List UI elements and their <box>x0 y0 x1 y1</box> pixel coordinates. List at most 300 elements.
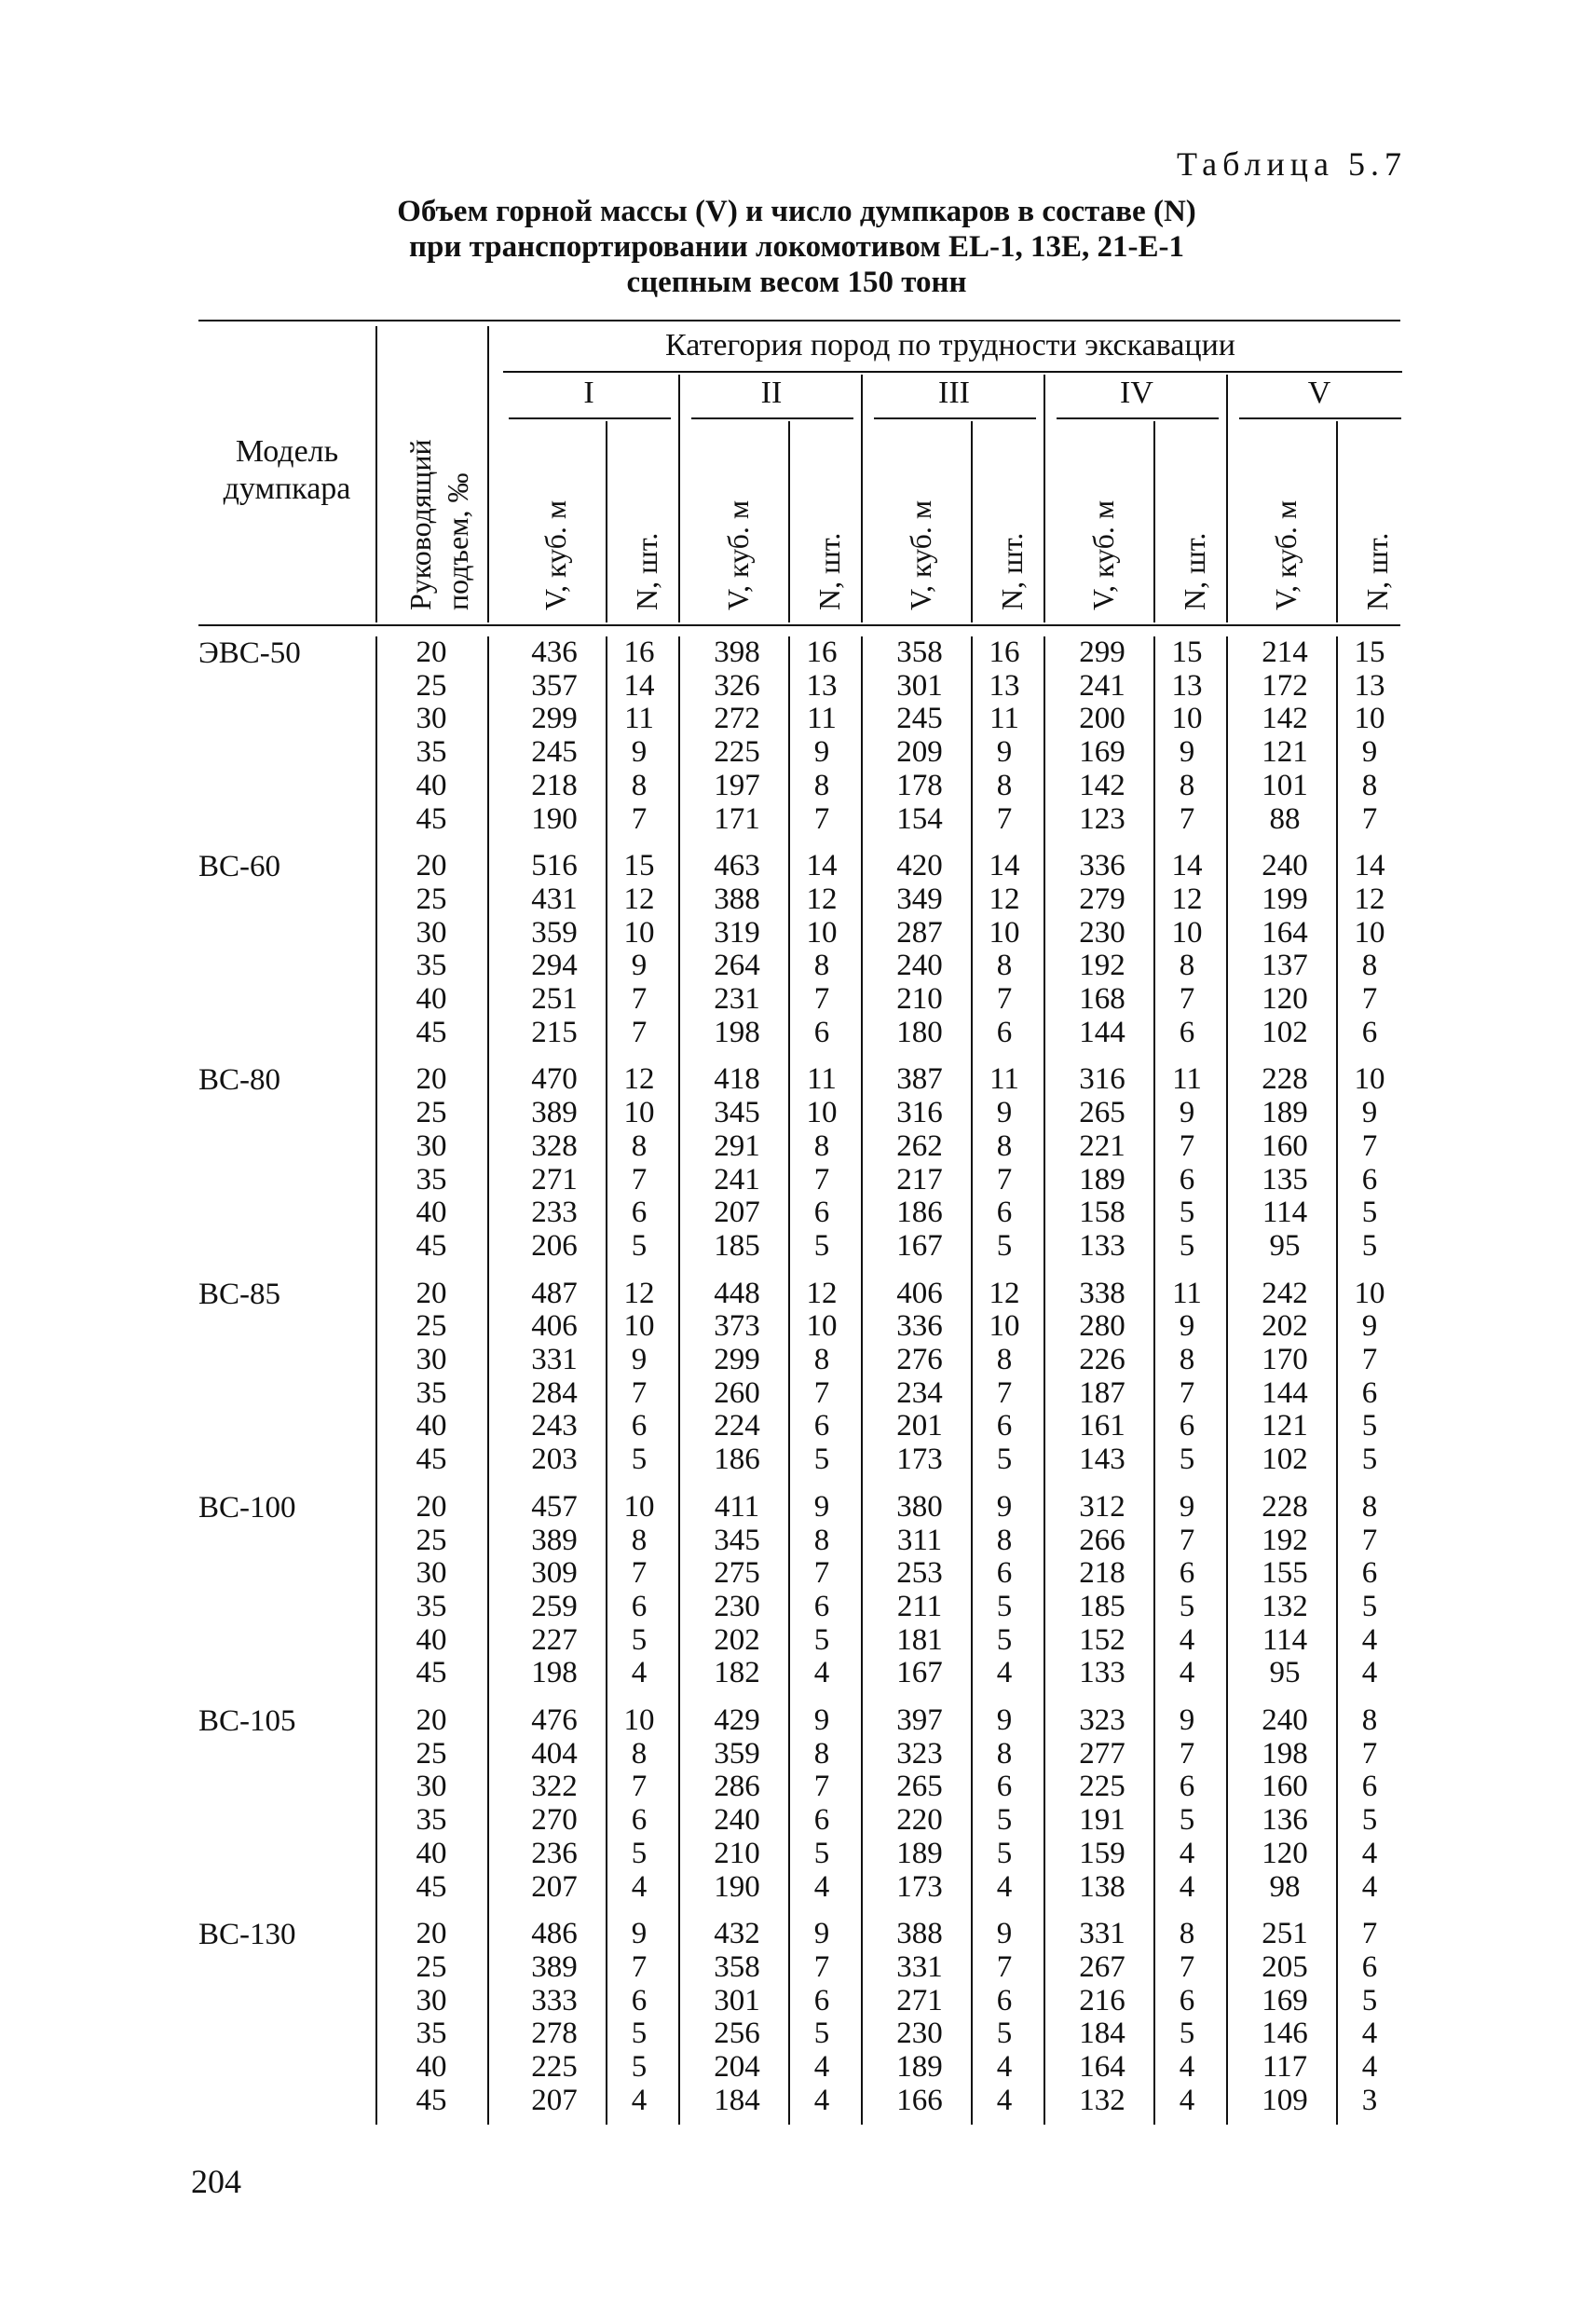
count-cell: 6 <box>996 1770 1013 1804</box>
volume-cell: 161 <box>1079 1409 1125 1443</box>
volume-cell: 210 <box>896 982 943 1016</box>
count-cell: 5 <box>996 1589 1013 1623</box>
volume-values <box>1051 636 1153 836</box>
count-values <box>1153 1278 1221 1477</box>
count-cell: 6 <box>1179 1770 1195 1804</box>
volume-cell: 142 <box>1262 702 1308 736</box>
count-values <box>788 1491 855 1690</box>
grade-value: 35 <box>416 2017 447 2051</box>
count-cell: 11 <box>624 702 654 736</box>
count-cell: 16 <box>623 636 655 669</box>
count-cell: 9 <box>996 1489 1013 1524</box>
volume-values <box>868 1278 971 1477</box>
count-cell: 7 <box>996 1162 1013 1197</box>
count-cell: 6 <box>813 1196 830 1230</box>
count-cell: 10 <box>623 1489 655 1524</box>
grade-value: 45 <box>416 1015 447 1049</box>
grade-header-line-1: Руководящий <box>403 439 437 610</box>
volume-cell: 224 <box>714 1409 760 1443</box>
count-values <box>788 636 855 836</box>
count-cell: 8 <box>996 768 1013 802</box>
grade-value: 40 <box>416 1196 447 1230</box>
title-line-1: Объем горной массы (V) и число думпкаров в составе (N) <box>397 195 1196 228</box>
count-cell: 9 <box>1179 1703 1195 1737</box>
volume-cell: 316 <box>896 1096 943 1130</box>
volume-cell: 358 <box>896 636 943 669</box>
volume-cell: 357 <box>531 668 578 703</box>
volume-cell: 326 <box>714 668 760 703</box>
count-cell: 4 <box>1179 1656 1195 1690</box>
count-values <box>1336 850 1403 1049</box>
count-cell: 10 <box>989 915 1020 950</box>
volume-cell: 167 <box>896 1656 943 1690</box>
count-cell: 5 <box>1361 1409 1378 1443</box>
grade-value: 30 <box>416 915 447 950</box>
count-cell: 6 <box>1179 1015 1195 1049</box>
grade-value: 25 <box>416 882 447 916</box>
count-cell: 8 <box>1361 949 1378 983</box>
volume-cell: 311 <box>896 1523 943 1557</box>
volume-cell: 397 <box>896 1703 943 1737</box>
grade-value: 20 <box>416 1917 447 1951</box>
count-values <box>1153 1491 1221 1690</box>
count-cell: 7 <box>631 1770 648 1804</box>
count-cell: 7 <box>1179 982 1195 1016</box>
count-cell: 9 <box>813 735 830 770</box>
count-cell: 6 <box>1179 1983 1195 2017</box>
count-cell: 9 <box>813 1703 830 1737</box>
volume-values <box>1051 1278 1153 1477</box>
volume-cell: 322 <box>531 1770 578 1804</box>
count-cell: 7 <box>1179 1736 1195 1771</box>
v-volume-header: V, куб. м <box>1086 499 1120 610</box>
count-values <box>788 1704 855 1904</box>
volume-cell: 280 <box>1079 1309 1125 1344</box>
volume-cell: 204 <box>714 2050 760 2084</box>
count-cell: 9 <box>1179 1489 1195 1524</box>
count-cell: 10 <box>989 1309 1020 1344</box>
volume-cell: 154 <box>896 801 943 836</box>
volume-cell: 184 <box>1079 2017 1125 2051</box>
grade-value: 45 <box>416 1869 447 1904</box>
page-number: 204 <box>191 2163 241 2200</box>
count-cell: 6 <box>996 1015 1013 1049</box>
volume-values <box>1234 1491 1336 1690</box>
count-values <box>606 850 673 1049</box>
volume-cell: 192 <box>1079 949 1125 983</box>
count-cell: 7 <box>1179 1523 1195 1557</box>
count-cell: 3 <box>1361 2083 1378 2117</box>
count-cell: 13 <box>806 668 838 703</box>
count-cell: 4 <box>1361 2017 1378 2051</box>
grade-value: 45 <box>416 2083 447 2117</box>
count-cell: 13 <box>1354 668 1385 703</box>
volume-cell: 240 <box>1262 1703 1308 1737</box>
count-cell: 9 <box>1179 735 1195 770</box>
count-values <box>971 1491 1038 1690</box>
count-cell: 7 <box>631 1375 648 1410</box>
volume-cell: 133 <box>1079 1228 1125 1263</box>
volume-cell: 463 <box>714 849 760 883</box>
volume-cell: 309 <box>531 1556 578 1591</box>
count-values <box>1153 850 1221 1049</box>
count-cell: 8 <box>996 1523 1013 1557</box>
count-cell: 5 <box>631 2017 648 2051</box>
title-line-2: при транспортировании локомотивом EL-1, 13E, 21-E-1 <box>408 230 1185 264</box>
volume-cell: 278 <box>531 2017 578 2051</box>
category-divider <box>1226 375 1228 622</box>
volume-values <box>686 1491 788 1690</box>
count-cell: 16 <box>989 636 1020 669</box>
count-cell: 7 <box>1361 1523 1378 1557</box>
volume-cell: 225 <box>531 2050 578 2084</box>
volume-cell: 187 <box>1079 1375 1125 1410</box>
count-values <box>1336 1278 1403 1477</box>
count-cell: 5 <box>631 1228 648 1263</box>
volume-cell: 182 <box>714 1656 760 1690</box>
count-values <box>606 1063 673 1263</box>
grade-value: 45 <box>416 801 447 836</box>
volume-cell: 200 <box>1079 702 1125 736</box>
volume-values <box>686 1704 788 1904</box>
category-IV: IV <box>1120 376 1153 410</box>
n-count-header: N, шт. <box>812 532 846 610</box>
count-values <box>971 636 1038 836</box>
volume-cell: 132 <box>1079 2083 1125 2117</box>
count-cell: 7 <box>1361 1736 1378 1771</box>
count-cell: 10 <box>1354 915 1385 950</box>
grade-values <box>385 1278 478 1477</box>
count-cell: 9 <box>996 1917 1013 1951</box>
count-cell: 6 <box>1179 1409 1195 1443</box>
grade-value: 25 <box>416 1096 447 1130</box>
category-underline <box>1239 417 1401 419</box>
volume-cell: 191 <box>1079 1803 1125 1838</box>
model-column-header <box>198 433 375 508</box>
count-cell: 7 <box>996 1949 1013 1984</box>
volume-values <box>503 1704 606 1904</box>
count-cell: 7 <box>813 1949 830 1984</box>
volume-cell: 197 <box>714 768 760 802</box>
volume-cell: 271 <box>531 1162 578 1197</box>
body-divider <box>375 636 377 2125</box>
count-cell: 5 <box>1179 1803 1195 1838</box>
count-cell: 10 <box>806 915 838 950</box>
volume-cell: 265 <box>896 1770 943 1804</box>
volume-cell: 236 <box>531 1836 578 1870</box>
volume-cell: 251 <box>1262 1917 1308 1951</box>
grade-value: 35 <box>416 1375 447 1410</box>
count-cell: 4 <box>813 1869 830 1904</box>
count-values <box>606 636 673 836</box>
volume-cell: 264 <box>714 949 760 983</box>
count-cell: 9 <box>1361 1096 1378 1130</box>
volume-cell: 373 <box>714 1309 760 1344</box>
count-cell: 5 <box>996 2017 1013 2051</box>
count-cell: 7 <box>1179 801 1195 836</box>
volume-cell: 345 <box>714 1523 760 1557</box>
grade-value: 20 <box>416 849 447 883</box>
count-cell: 8 <box>631 768 648 802</box>
volume-values <box>503 1063 606 1263</box>
volume-cell: 240 <box>1262 849 1308 883</box>
volume-cell: 411 <box>714 1489 760 1524</box>
count-cell: 5 <box>1361 1196 1378 1230</box>
volume-cell: 323 <box>1079 1703 1125 1737</box>
count-cell: 13 <box>1171 668 1203 703</box>
volume-cell: 214 <box>1262 636 1308 669</box>
volume-cell: 299 <box>714 1343 760 1376</box>
volume-values <box>503 636 606 836</box>
category-I: I <box>583 376 594 410</box>
grade-value: 45 <box>416 1656 447 1690</box>
volume-cell: 429 <box>714 1703 760 1737</box>
count-cell: 5 <box>813 2017 830 2051</box>
count-cell: 5 <box>1361 1983 1378 2017</box>
category-divider <box>1044 375 1045 622</box>
volume-values <box>1051 1704 1153 1904</box>
volume-cell: 184 <box>714 2083 760 2117</box>
grade-value: 25 <box>416 1736 447 1771</box>
volume-cell: 206 <box>531 1228 578 1263</box>
volume-cell: 142 <box>1079 768 1125 802</box>
count-values <box>971 1918 1038 2117</box>
count-cell: 9 <box>996 1096 1013 1130</box>
grade-value: 35 <box>416 949 447 983</box>
volume-cell: 275 <box>714 1556 760 1591</box>
volume-cell: 387 <box>896 1062 943 1097</box>
count-cell: 9 <box>631 1343 648 1376</box>
count-cell: 5 <box>996 1836 1013 1870</box>
grade-value: 40 <box>416 1836 447 1870</box>
volume-cell: 286 <box>714 1770 760 1804</box>
volume-cell: 211 <box>896 1589 943 1623</box>
model-name: ВС-130 <box>198 1918 296 1952</box>
volume-cell: 198 <box>531 1656 578 1690</box>
grade-values <box>385 636 478 836</box>
volume-cell: 345 <box>714 1096 760 1130</box>
count-values <box>606 1491 673 1690</box>
volume-cell: 234 <box>896 1375 943 1410</box>
category-underline <box>509 417 671 419</box>
volume-values <box>503 1918 606 2117</box>
count-cell: 6 <box>996 1196 1013 1230</box>
count-cell: 10 <box>1171 702 1203 736</box>
volume-cell: 253 <box>896 1556 943 1591</box>
volume-cell: 241 <box>714 1162 760 1197</box>
count-cell: 5 <box>1361 1228 1378 1263</box>
volume-cell: 226 <box>1079 1343 1125 1376</box>
count-cell: 8 <box>813 1343 830 1376</box>
volume-cell: 319 <box>714 915 760 950</box>
count-cell: 5 <box>996 1443 1013 1477</box>
grade-values <box>385 850 478 1049</box>
n-count-header: N, шт. <box>1360 532 1394 610</box>
count-cell: 5 <box>1179 1196 1195 1230</box>
volume-cell: 88 <box>1269 801 1301 836</box>
count-cell: 4 <box>996 2083 1013 2117</box>
volume-cell: 202 <box>714 1622 760 1657</box>
category-divider <box>678 375 680 622</box>
volume-cell: 218 <box>531 768 578 802</box>
count-cell: 7 <box>813 1770 830 1804</box>
grade-value: 20 <box>416 636 447 669</box>
count-cell: 8 <box>813 1736 830 1771</box>
grade-value: 20 <box>416 1276 447 1310</box>
count-cell: 15 <box>623 849 655 883</box>
count-cell: 9 <box>1179 1096 1195 1130</box>
volume-values <box>686 636 788 836</box>
count-cell: 10 <box>1171 915 1203 950</box>
volume-cell: 144 <box>1262 1375 1308 1410</box>
volume-cell: 133 <box>1079 1656 1125 1690</box>
volume-values <box>503 1491 606 1690</box>
count-values <box>788 1063 855 1263</box>
volume-cell: 185 <box>714 1228 760 1263</box>
volume-cell: 178 <box>896 768 943 802</box>
volume-cell: 146 <box>1262 2017 1308 2051</box>
count-cell: 7 <box>631 982 648 1016</box>
n-count-header: N, шт. <box>995 532 1029 610</box>
grade-value: 45 <box>416 1228 447 1263</box>
count-cell: 9 <box>631 949 648 983</box>
volume-cell: 136 <box>1262 1803 1308 1838</box>
volume-cell: 159 <box>1079 1836 1125 1870</box>
count-cell: 5 <box>1361 1443 1378 1477</box>
volume-cell: 158 <box>1079 1196 1125 1230</box>
count-cell: 4 <box>996 2050 1013 2084</box>
count-cell: 4 <box>1361 1656 1378 1690</box>
volume-cell: 210 <box>714 1836 760 1870</box>
model-name: ЭВС-50 <box>198 636 301 670</box>
volume-values <box>686 1918 788 2117</box>
grade-values <box>385 1491 478 1690</box>
volume-values <box>1234 1704 1336 1904</box>
count-cell: 14 <box>989 849 1020 883</box>
count-cell: 8 <box>1179 949 1195 983</box>
count-cell: 5 <box>631 1622 648 1657</box>
grade-value: 40 <box>416 982 447 1016</box>
grade-value: 25 <box>416 668 447 703</box>
count-cell: 12 <box>989 1276 1020 1310</box>
count-cell: 8 <box>996 1343 1013 1376</box>
count-cell: 7 <box>631 801 648 836</box>
volume-cell: 233 <box>531 1196 578 1230</box>
volume-cell: 190 <box>531 801 578 836</box>
volume-cell: 160 <box>1262 1128 1308 1163</box>
grade-value: 40 <box>416 768 447 802</box>
count-cell: 9 <box>813 1489 830 1524</box>
count-cell: 9 <box>631 1917 648 1951</box>
count-cell: 5 <box>631 2050 648 2084</box>
count-cell: 6 <box>813 1803 830 1838</box>
volume-cell: 160 <box>1262 1770 1308 1804</box>
category-II: II <box>760 376 783 410</box>
count-cell: 8 <box>1361 1489 1378 1524</box>
count-cell: 4 <box>1179 1869 1195 1904</box>
volume-cell: 270 <box>531 1803 578 1838</box>
count-cell: 14 <box>623 668 655 703</box>
volume-cell: 331 <box>1079 1917 1125 1951</box>
count-cell: 7 <box>631 1015 648 1049</box>
volume-cell: 404 <box>531 1736 578 1771</box>
count-cell: 6 <box>996 1983 1013 2017</box>
count-cell: 6 <box>631 1409 648 1443</box>
count-values <box>606 1278 673 1477</box>
volume-cell: 185 <box>1079 1589 1125 1623</box>
count-cell: 5 <box>631 1836 648 1870</box>
volume-cell: 358 <box>714 1949 760 1984</box>
count-cell: 12 <box>989 882 1020 916</box>
count-cell: 5 <box>1179 1589 1195 1623</box>
count-cell: 5 <box>631 1443 648 1477</box>
grade-value: 40 <box>416 1622 447 1657</box>
volume-cell: 359 <box>531 915 578 950</box>
volume-cell: 457 <box>531 1489 578 1524</box>
count-cell: 6 <box>996 1556 1013 1591</box>
count-cell: 11 <box>807 702 837 736</box>
volume-cell: 102 <box>1262 1015 1308 1049</box>
count-cell: 4 <box>631 2083 648 2117</box>
count-cell: 6 <box>813 1409 830 1443</box>
count-cell: 12 <box>1171 882 1203 916</box>
count-cell: 6 <box>813 1015 830 1049</box>
volume-cell: 516 <box>531 849 578 883</box>
volume-cell: 228 <box>1262 1489 1308 1524</box>
model-header-line-1: Модель <box>235 434 339 469</box>
count-cell: 4 <box>1361 1622 1378 1657</box>
count-cell: 8 <box>813 949 830 983</box>
category-divider <box>861 375 863 622</box>
volume-cell: 173 <box>896 1869 943 1904</box>
volume-cell: 121 <box>1262 1409 1308 1443</box>
count-cell: 6 <box>631 1803 648 1838</box>
volume-values <box>1051 1491 1153 1690</box>
volume-values <box>868 636 971 836</box>
body-divider <box>487 636 489 2125</box>
count-cell: 7 <box>631 1556 648 1591</box>
count-cell: 8 <box>813 1523 830 1557</box>
count-cell: 4 <box>996 1656 1013 1690</box>
volume-values <box>1051 1918 1153 2117</box>
table-top-rule <box>198 320 1400 321</box>
count-cell: 10 <box>623 1096 655 1130</box>
count-cell: 8 <box>813 1128 830 1163</box>
volume-cell: 259 <box>531 1589 578 1623</box>
volume-cell: 476 <box>531 1703 578 1737</box>
count-cell: 8 <box>1361 768 1378 802</box>
count-cell: 11 <box>989 1062 1019 1097</box>
subcolumn-divider <box>1336 421 1338 622</box>
count-cell: 4 <box>1179 2050 1195 2084</box>
count-cell: 5 <box>813 1228 830 1263</box>
volume-cell: 260 <box>714 1375 760 1410</box>
count-cell: 7 <box>1179 1375 1195 1410</box>
count-cell: 14 <box>1171 849 1203 883</box>
count-cell: 12 <box>806 882 838 916</box>
body-divider <box>1226 636 1228 2125</box>
volume-cell: 186 <box>714 1443 760 1477</box>
count-cell: 5 <box>813 1443 830 1477</box>
volume-cell: 209 <box>896 735 943 770</box>
count-cell: 10 <box>623 1309 655 1344</box>
count-cell: 4 <box>1179 2083 1195 2117</box>
grade-values <box>385 1063 478 1263</box>
volume-cell: 271 <box>896 1983 943 2017</box>
volume-cell: 203 <box>531 1443 578 1477</box>
volume-cell: 138 <box>1079 1869 1125 1904</box>
volume-cell: 120 <box>1262 982 1308 1016</box>
